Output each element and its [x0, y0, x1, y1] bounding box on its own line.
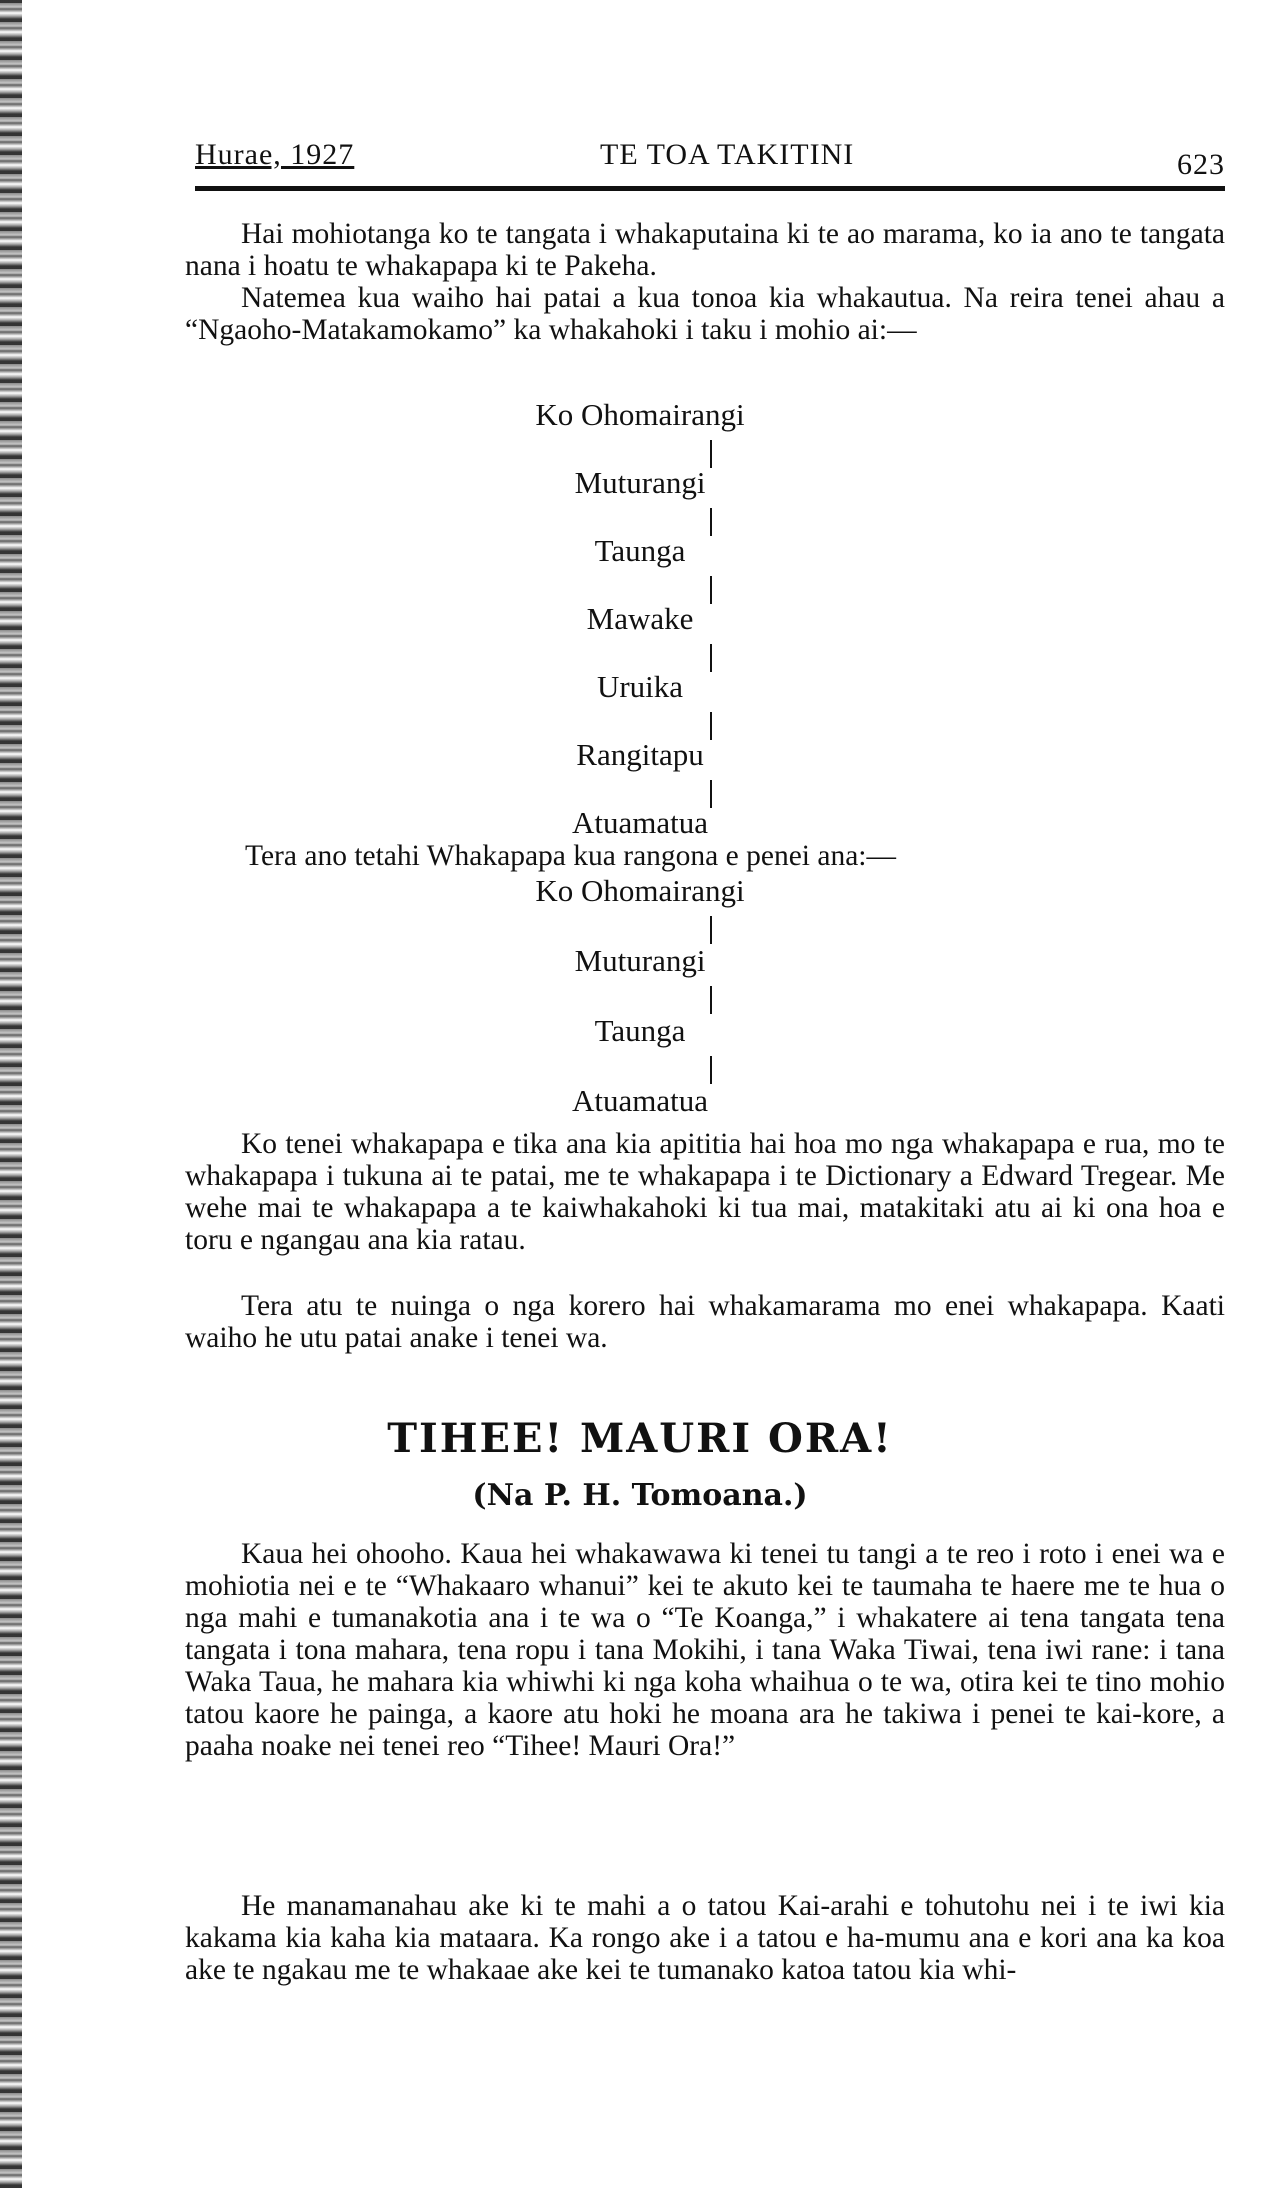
- gen1-name: Ko Ohomairangi: [535, 397, 745, 432]
- gen1-connector: [710, 644, 712, 672]
- article-title: TIHEE! MAURI ORA!: [387, 1415, 893, 1462]
- gen2-connector: [710, 916, 712, 944]
- journal-title: TE TOA TAKITINI: [600, 138, 855, 171]
- gen1-connector: [710, 712, 712, 740]
- page-number: 623: [1177, 148, 1225, 181]
- gen1-connector: [710, 576, 712, 604]
- gen1-name: Rangitapu: [576, 737, 704, 772]
- article-paragraph-2: He manamanahau ake ki te mahi a o tatou Kai-arahi e tohutohu nei i te iwi kia kakama kia kaha kia mataara. Ka rongo ake i a tatou e ha-mumu ana e kori ana ka koa ake te ngakau me te whakaae ake kei te tumanako katoa tatou kia whi-: [185, 1890, 1225, 1986]
- gen1-name: Uruika: [596, 669, 684, 704]
- gen1-name: Taunga: [594, 533, 686, 568]
- gen1-connector: [710, 508, 712, 536]
- gen1-name: Atuamatua: [571, 805, 708, 840]
- gen2-name: Ko Ohomairangi: [535, 873, 745, 908]
- intro-paragraph-2: Natemea kua waiho hai patai a kua tonoa kia whakautua. Na reira tenei ahau a “Ngaoho-Matakamokamo” ka whakahoki i taku i mohio ai:—: [185, 282, 1225, 346]
- between-paragraph: Tera ano tetahi Whakapapa kua rangona e penei ana:—: [245, 840, 896, 872]
- article-byline: (Na P. H. Tomoana.): [472, 1478, 808, 1513]
- gen1-name: Muturangi: [574, 465, 706, 500]
- gen1-name: Mawake: [586, 601, 694, 636]
- header-rule: [195, 186, 1225, 191]
- article-paragraph-1: Kaua hei ohooho. Kaua hei whakawawa ki tenei tu tangi a te reo i roto i enei wa e mohiotia nei e te “Whakaaro whanui” kei te akuto kei te taumaha te haere me te hua o nga mahi e tumanakotia ana i te wa o “Te Koanga,” i whakatere ai tena tangata tena tangata i tona mahara, tena ropu i tana Mokihi, i tana Waka Tiwai, tena iwi rane: i tana Waka Taua, he mahara kia whiwhi ki nga koha whaihua o te wa, otira kei te tino mohio tatou kaore he painga, a kaore atu hoki he moana ara he takiwa i penei te kai-kore, a paaha noake nei tenei reo “Tihee! Mauri Ora!”: [185, 1538, 1225, 1762]
- gen2-connector: [710, 986, 712, 1014]
- running-head: [195, 138, 1225, 182]
- after-paragraph-1: Ko tenei whakapapa e tika ana kia apititia hai hoa mo nga whakapapa e rua, mo te whakapapa i tukuna ai te patai, me te whakapapa i te Dictionary a Edward Tregear. Me wehe mai te whakapapa a te kaiwhakahoki ki tua mai, matakitaki atu ai ki ona hoa e toru e ngangau ana kia ratau.: [185, 1128, 1225, 1256]
- gen2-name: Atuamatua: [571, 1083, 708, 1118]
- gen2-name: Taunga: [594, 1013, 686, 1048]
- issue-date: Hurae, 1927: [195, 138, 355, 171]
- gen2-name: Muturangi: [574, 943, 706, 978]
- after-paragraph-2: Tera atu te nuinga o nga korero hai whakamarama mo enei whakapapa. Kaati waiho he utu patai anake i tenei wa.: [185, 1290, 1225, 1354]
- gen2-connector: [710, 1056, 712, 1084]
- gen1-connector: [710, 780, 712, 808]
- gen1-connector: [710, 440, 712, 468]
- intro-paragraph-1: Hai mohiotanga ko te tangata i whakaputaina ki te ao marama, ko ia ano te tangata nana i hoatu te whakapapa ki te Pakeha.: [185, 218, 1225, 282]
